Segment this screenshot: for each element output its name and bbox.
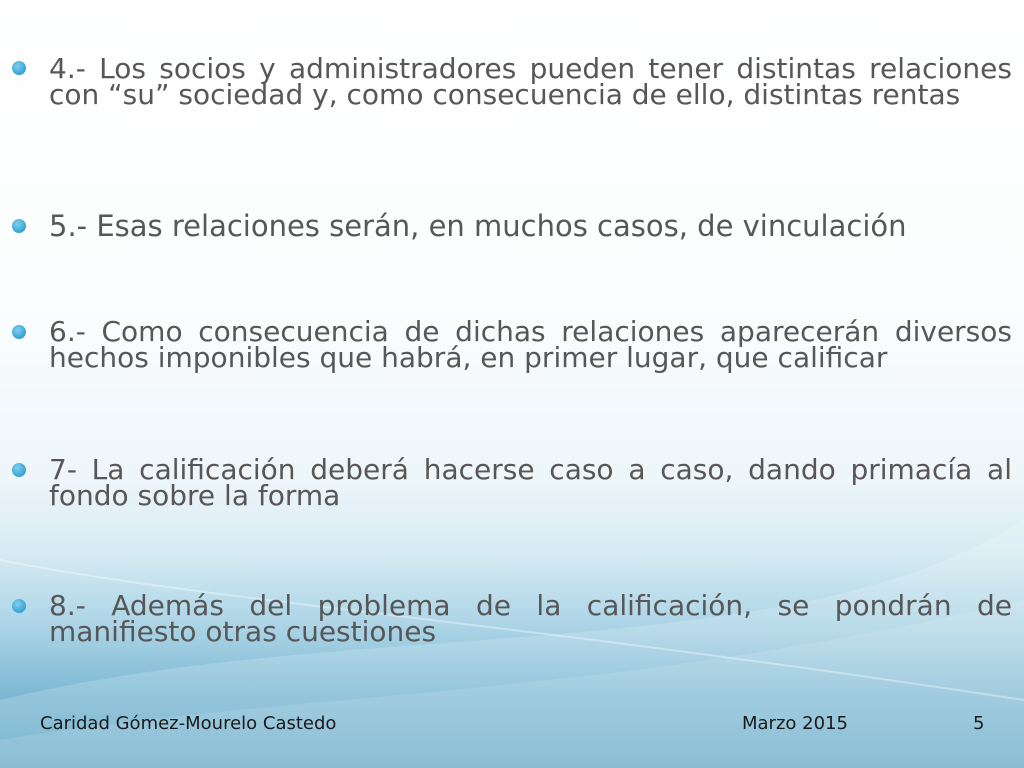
bullet-dot-icon [12,325,26,339]
bullet-text: 6.- Como consecuencia de dichas relaciones aparecerán diversos hechos imponibles que habrá, en primer lugar, que calificar [49,315,1012,374]
footer-author: Caridad Gómez-Mourelo Castedo [40,713,337,734]
slide-number: 5 [973,713,985,734]
bullet-text: 5.- Esas relaciones serán, en muchos casos, de vinculación [49,209,907,243]
bullet-item [10,315,1012,374]
bullet-dot-icon [12,219,26,233]
bullet-item [10,210,1012,242]
bullet-dot-icon [12,463,26,477]
bullet-text: 4.- Los socios y administradores pueden tener distintas relaciones con “su” sociedad y, como consecuencia de ello, distintas rentas [49,52,1012,111]
bullet-dot-icon [12,599,26,613]
footer-date: Marzo 2015 [742,713,848,734]
bullet-item [10,589,1012,648]
bullet-item [10,52,1012,111]
bullet-text: 8.- Además del problema de la calificación, se pondrán de manifiesto otras cuestiones [49,589,1012,648]
bullet-dot-icon [12,61,26,75]
bullet-text: 7- La calificación deberá hacerse caso a caso, dando primacía al fondo sobre la forma [49,453,1012,512]
bullet-item [10,453,1012,512]
